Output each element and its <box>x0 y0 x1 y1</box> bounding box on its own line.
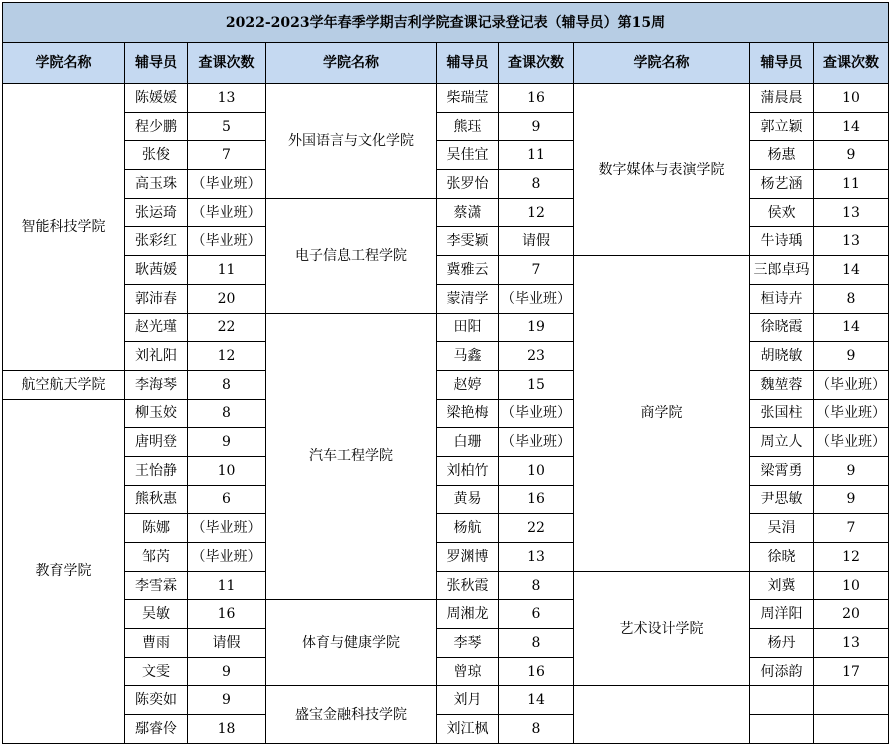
table-row <box>3 715 889 744</box>
counselor-cell: 梁艳梅 <box>437 399 499 428</box>
check-count-cell: 11 <box>814 170 889 199</box>
college-name-cell: 盛宝金融科技学院 <box>266 686 437 743</box>
table-row <box>3 141 889 170</box>
table-row <box>3 485 889 514</box>
check-count-cell: 15 <box>499 370 574 399</box>
counselor-cell: 唐明登 <box>125 428 188 457</box>
check-count-cell: （毕业班） <box>188 227 266 256</box>
check-count-cell: 请假 <box>188 629 266 658</box>
counselor-cell: 李雪霖 <box>125 571 188 600</box>
check-count-cell: 13 <box>814 227 889 256</box>
check-count-cell: 8 <box>499 170 574 199</box>
counselor-cell: 郭沛春 <box>125 284 188 313</box>
table-row <box>3 227 889 256</box>
check-count-cell: 8 <box>499 629 574 658</box>
counselor-cell: 张罗怡 <box>437 170 499 199</box>
check-count-cell: 9 <box>188 686 266 715</box>
counselor-cell: 吴佳宜 <box>437 141 499 170</box>
college-name-cell: 艺术设计学院 <box>574 571 750 686</box>
header-row <box>3 43 889 84</box>
counselor-cell: 刘冀 <box>750 571 814 600</box>
counselor-cell: 高玉珠 <box>125 170 188 199</box>
check-count-cell: 13 <box>188 84 266 113</box>
college-name-cell: 商学院 <box>574 256 750 572</box>
counselor-cell: 熊珏 <box>437 112 499 141</box>
counselor-cell: 曾琼 <box>437 657 499 686</box>
check-count-cell: 16 <box>188 600 266 629</box>
check-count-cell: （毕业班） <box>814 428 889 457</box>
check-count-cell: （毕业班） <box>188 170 266 199</box>
check-count-cell: （毕业班） <box>499 399 574 428</box>
table-row <box>3 256 889 285</box>
check-count-cell: 12 <box>188 342 266 371</box>
college-name-cell: 航空航天学院 <box>3 370 125 399</box>
counselor-cell: 李琴 <box>437 629 499 658</box>
counselor-cell: 田阳 <box>437 313 499 342</box>
counselor-cell: 蒙清学 <box>437 284 499 313</box>
check-count-cell: （毕业班） <box>188 543 266 572</box>
table-row <box>3 284 889 313</box>
counselor-cell: 桓诗卉 <box>750 284 814 313</box>
counselor-cell: 赵光瑾 <box>125 313 188 342</box>
counselor-cell: 王怡静 <box>125 456 188 485</box>
check-count-cell: 8 <box>188 399 266 428</box>
counselor-cell: 三郎卓玛 <box>750 256 814 285</box>
check-count-cell: 22 <box>499 514 574 543</box>
counselor-cell: 罗渊博 <box>437 543 499 572</box>
counselor-cell: 牛诗瑀 <box>750 227 814 256</box>
counselor-cell: 郭立颖 <box>750 112 814 141</box>
check-count-cell: 8 <box>499 571 574 600</box>
counselor-cell: 徐晓 <box>750 543 814 572</box>
college-name-cell: 数字媒体与表演学院 <box>574 84 750 256</box>
check-count-cell: （毕业班） <box>188 514 266 543</box>
counselor-cell: 邹芮 <box>125 543 188 572</box>
counselor-cell: 熊秋惠 <box>125 485 188 514</box>
table-row <box>3 198 889 227</box>
counselor-cell: 陈娜 <box>125 514 188 543</box>
counselor-cell: 周洋阳 <box>750 600 814 629</box>
counselor-cell: 柴瑞莹 <box>437 84 499 113</box>
counselor-cell: 鄢睿伶 <box>125 715 188 744</box>
table-title: 2022-2023学年春季学期吉利学院查课记录登记表（辅导员）第15周 <box>3 3 889 43</box>
check-count-cell: 12 <box>814 543 889 572</box>
column-header: 辅导员 <box>125 43 188 84</box>
table-row <box>3 543 889 572</box>
college-name-cell: 教育学院 <box>3 399 125 743</box>
counselor-cell: 马鑫 <box>437 342 499 371</box>
check-count-cell: 5 <box>188 112 266 141</box>
check-count-cell: 7 <box>188 141 266 170</box>
counselor-cell: 杨艺涵 <box>750 170 814 199</box>
counselor-cell: 杨航 <box>437 514 499 543</box>
counselor-cell: 侯欢 <box>750 198 814 227</box>
table-row <box>3 571 889 600</box>
check-count-cell: （毕业班） <box>499 428 574 457</box>
check-count-cell: 12 <box>499 198 574 227</box>
check-count-cell: 8 <box>499 715 574 744</box>
counselor-cell: 刘柏竹 <box>437 456 499 485</box>
check-count-cell: （毕业班） <box>499 284 574 313</box>
counselor-cell: 李海琴 <box>125 370 188 399</box>
table-row <box>3 657 889 686</box>
counselor-cell <box>750 686 814 715</box>
check-count-cell: 13 <box>499 543 574 572</box>
column-header: 学院名称 <box>3 43 125 84</box>
table-row <box>3 112 889 141</box>
counselor-cell: 张俊 <box>125 141 188 170</box>
check-count-cell: （毕业班） <box>814 399 889 428</box>
check-count-cell: 7 <box>814 514 889 543</box>
counselor-cell: 刘礼阳 <box>125 342 188 371</box>
check-count-cell: 9 <box>188 657 266 686</box>
column-header: 辅导员 <box>750 43 814 84</box>
check-count-cell: 14 <box>814 112 889 141</box>
table-row <box>3 342 889 371</box>
counselor-cell: 吴敏 <box>125 600 188 629</box>
check-count-cell: 13 <box>814 629 889 658</box>
table-row <box>3 629 889 658</box>
column-header: 查课次数 <box>188 43 266 84</box>
check-count-cell: 9 <box>499 112 574 141</box>
check-count-cell: 20 <box>814 600 889 629</box>
counselor-cell: 张运琦 <box>125 198 188 227</box>
counselor-cell: 刘月 <box>437 686 499 715</box>
column-header: 查课次数 <box>499 43 574 84</box>
table-row <box>3 428 889 457</box>
check-count-cell: 11 <box>499 141 574 170</box>
counselor-cell: 陈奕如 <box>125 686 188 715</box>
counselor-cell: 柳玉姣 <box>125 399 188 428</box>
counselor-cell: 文雯 <box>125 657 188 686</box>
check-count-cell: 19 <box>499 313 574 342</box>
counselor-cell: 蔡潇 <box>437 198 499 227</box>
counselor-cell: 杨丹 <box>750 629 814 658</box>
check-count-cell: 18 <box>188 715 266 744</box>
college-name-cell: 外国语言与文化学院 <box>266 84 437 199</box>
check-count-cell: 16 <box>499 84 574 113</box>
table-row <box>3 170 889 199</box>
counselor-cell: 赵婷 <box>437 370 499 399</box>
check-count-cell: 9 <box>188 428 266 457</box>
college-name-cell <box>574 686 750 743</box>
college-name-cell: 电子信息工程学院 <box>266 198 437 313</box>
counselor-cell: 李雯颖 <box>437 227 499 256</box>
column-header: 学院名称 <box>574 43 750 84</box>
check-count-cell: 11 <box>188 571 266 600</box>
counselor-cell <box>750 715 814 744</box>
counselor-cell: 周立人 <box>750 428 814 457</box>
check-count-cell: 8 <box>814 284 889 313</box>
check-count-cell: 9 <box>814 342 889 371</box>
check-count-cell: 10 <box>814 571 889 600</box>
column-header: 学院名称 <box>266 43 437 84</box>
counselor-cell: 尹思敏 <box>750 485 814 514</box>
counselor-cell: 魏堃蓉 <box>750 370 814 399</box>
check-count-cell: 请假 <box>499 227 574 256</box>
check-count-cell: （毕业班） <box>188 198 266 227</box>
check-count-cell: 9 <box>814 141 889 170</box>
table-row <box>3 399 889 428</box>
title-row <box>3 3 889 43</box>
counselor-cell: 杨惠 <box>750 141 814 170</box>
check-count-cell: 17 <box>814 657 889 686</box>
check-count-cell: 20 <box>188 284 266 313</box>
check-count-cell: 6 <box>499 600 574 629</box>
check-count-cell: 22 <box>188 313 266 342</box>
check-count-cell <box>814 715 889 744</box>
counselor-cell: 张秋霞 <box>437 571 499 600</box>
table-row <box>3 84 889 113</box>
counselor-cell: 张国柱 <box>750 399 814 428</box>
check-count-cell: 13 <box>814 198 889 227</box>
counselor-cell: 周湘龙 <box>437 600 499 629</box>
check-count-cell: 8 <box>188 370 266 399</box>
counselor-cell: 曹雨 <box>125 629 188 658</box>
check-count-cell: 9 <box>814 485 889 514</box>
counselor-cell: 吴涓 <box>750 514 814 543</box>
check-count-cell: 14 <box>814 313 889 342</box>
counselor-cell: 刘江枫 <box>437 715 499 744</box>
counselor-cell: 徐晓霞 <box>750 313 814 342</box>
check-count-cell: 10 <box>188 456 266 485</box>
check-count-cell: 16 <box>499 657 574 686</box>
counselor-cell: 冀雅云 <box>437 256 499 285</box>
check-count-cell: 6 <box>188 485 266 514</box>
table-row <box>3 514 889 543</box>
college-name-cell: 汽车工程学院 <box>266 313 437 600</box>
check-count-cell: 7 <box>499 256 574 285</box>
table-row <box>3 600 889 629</box>
check-count-cell: 11 <box>188 256 266 285</box>
check-count-cell: 23 <box>499 342 574 371</box>
counselor-cell: 程少鹏 <box>125 112 188 141</box>
record-table <box>2 2 889 744</box>
counselor-cell: 张彩红 <box>125 227 188 256</box>
check-count-cell: 14 <box>814 256 889 285</box>
column-header: 辅导员 <box>437 43 499 84</box>
counselor-cell: 陈媛媛 <box>125 84 188 113</box>
table-row <box>3 686 889 715</box>
check-count-cell: 16 <box>499 485 574 514</box>
college-name-cell: 体育与健康学院 <box>266 600 437 686</box>
check-count-cell: 10 <box>499 456 574 485</box>
table-row <box>3 313 889 342</box>
counselor-cell: 何添韵 <box>750 657 814 686</box>
college-name-cell: 智能科技学院 <box>3 84 125 371</box>
counselor-cell: 蒲晨晨 <box>750 84 814 113</box>
counselor-cell: 梁霄勇 <box>750 456 814 485</box>
check-count-cell: （毕业班） <box>814 370 889 399</box>
table-row <box>3 456 889 485</box>
table-row <box>3 370 889 399</box>
counselor-cell: 黄易 <box>437 485 499 514</box>
counselor-cell: 胡晓敏 <box>750 342 814 371</box>
check-count-cell: 14 <box>499 686 574 715</box>
counselor-cell: 耿茜媛 <box>125 256 188 285</box>
check-count-cell: 10 <box>814 84 889 113</box>
column-header: 查课次数 <box>814 43 889 84</box>
check-count-cell <box>814 686 889 715</box>
check-count-cell: 9 <box>814 456 889 485</box>
counselor-cell: 白珊 <box>437 428 499 457</box>
